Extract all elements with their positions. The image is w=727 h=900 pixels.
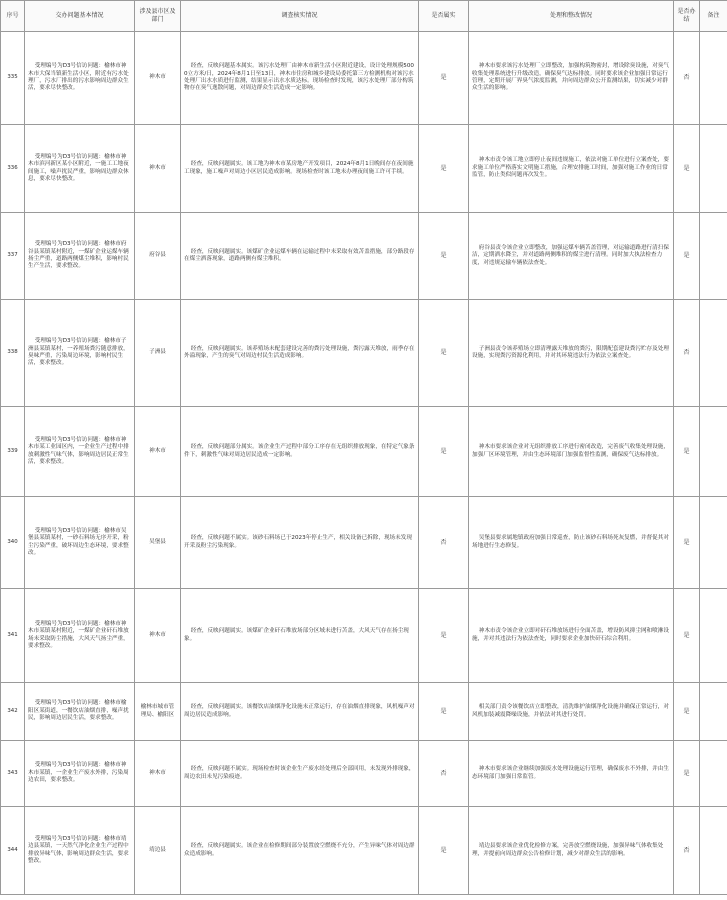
table-row — [1, 683, 727, 741]
row-department: 子洲县 — [135, 300, 181, 407]
row-petition: 受理编号为D3号信访问题：榆林市神木市滨河新区某小区附近，一施工工地夜间施工，噪声扰民严重，影响周边群众休息，要求尽快整改。 — [25, 125, 135, 213]
row-verified: 是 — [419, 125, 469, 213]
header-petition: 交办问题基本情况 — [25, 1, 135, 32]
table-row — [1, 300, 727, 407]
row-completed: 是 — [674, 683, 700, 741]
row-seq: 335 — [1, 32, 25, 125]
table-row — [1, 807, 727, 895]
row-handling: 神木市要求该污水处理厂立即整改，加强构筑物密封，增设除臭设施，对臭气收集处理系统进行升级改造，确保臭气达标排放。同时要求该企业加强日常运行管理，定期开展厂界臭气浓度监测，并向周边群众公开监测结果，切实减少对群众生活的影响。 — [469, 32, 674, 125]
row-completed: 否 — [674, 300, 700, 407]
table-row — [1, 497, 727, 589]
row-remark — [700, 407, 727, 497]
row-handling: 子洲县责令该养殖场立即清理露天堆放的粪污，限期配套建设粪污贮存及处理设施，实现粪污资源化利用，并对其环境违法行为依法立案查处。 — [469, 300, 674, 407]
row-verified: 否 — [419, 497, 469, 589]
row-department: 神木市 — [135, 407, 181, 497]
row-handling: 神木市责令该企业立即对矸石堆放场进行全面苫盖，增设防风抑尘网和喷淋设施，并对其违法行为依法查处，同时要求企业加快矸石综合利用。 — [469, 589, 674, 683]
row-investigation: 经查，反映问题属实。该工地为神木市某房地产开发项目，2024年8月1日晚间存在夜间施工现象，施工噪声对周边小区居民造成影响。现场检查时该工地未办理夜间施工许可手续。 — [181, 125, 419, 213]
row-remark — [700, 125, 727, 213]
row-handling: 神木市责令该工地立即停止夜间违规施工，依法对施工单位进行立案查处，要求施工单位严格落实文明施工措施，合理安排施工时间，加强对施工作业的日常监管，防止类似问题再次发生。 — [469, 125, 674, 213]
table-row — [1, 32, 727, 125]
row-petition: 受理编号为D3号信访问题：榆林市神木市大保当镇新生活小区，附近有污水处理厂，污水厂排出的污水影响周边群众生活，要求尽快整改。 — [25, 32, 135, 125]
header-completed: 是否办结 — [674, 1, 700, 32]
row-seq: 342 — [1, 683, 25, 741]
row-completed: 是 — [674, 213, 700, 300]
table-header-row — [1, 1, 727, 32]
row-department: 神木市 — [135, 741, 181, 807]
row-petition: 受理编号为D3号信访问题：榆林市子洲县某镇某村，一养殖场粪污随意排放，臭味严重，污染周边环境，影响村民生活，要求整改。 — [25, 300, 135, 407]
table-row — [1, 589, 727, 683]
header-remark: 备注 — [700, 1, 727, 32]
row-petition: 受理编号为D3号信访问题：榆林市神木市某镇，一企业生产废水外排，污染周边农田，要求整改。 — [25, 741, 135, 807]
row-verified: 否 — [419, 741, 469, 807]
row-seq: 338 — [1, 300, 25, 407]
table-row — [1, 741, 727, 807]
row-remark — [700, 741, 727, 807]
row-investigation: 经查，反映问题基本属实。该污水处理厂由神木市新生活小区附近建设，设计处理规模5000立方米/日，2024年8月1日至13日，神木市住房和城乡建设局委托第三方检测机构对该污水处理厂出水水质进行监测，结果显示出水水质达标。现场检查时发现，该污水处理厂部分构筑物存在臭气逸散问题，对周边群众生活造成一定影响。 — [181, 32, 419, 125]
row-petition: 受理编号为D3号信访问题：榆林市吴堡县某镇某村，一砂石料场无序开采，粉尘污染严重，破坏周边生态环境，要求整改。 — [25, 497, 135, 589]
header-verified: 是否属实 — [419, 1, 469, 32]
row-handling: 神木市要求该企业继续加强废水处理设施运行管理，确保废水不外排，并由生态环境部门加强日常监管。 — [469, 741, 674, 807]
row-seq: 341 — [1, 589, 25, 683]
row-remark — [700, 213, 727, 300]
row-completed: 是 — [674, 497, 700, 589]
row-completed: 是 — [674, 741, 700, 807]
row-investigation: 经查，反映问题属实。该餐饮店油烟净化设施未正常运行，存在油烟直排现象，风机噪声对周边居民造成影响。 — [181, 683, 419, 741]
row-completed: 是 — [674, 407, 700, 497]
row-petition: 受理编号为D3号信访问题：榆林市府谷县某镇某村附近，一煤矿企业运煤车辆扬尘严重，道路两侧煤尘堆积，影响村民生产生活，要求整改。 — [25, 213, 135, 300]
row-department: 吴堡县 — [135, 497, 181, 589]
row-verified: 是 — [419, 213, 469, 300]
row-department: 神木市 — [135, 589, 181, 683]
row-department: 神木市 — [135, 32, 181, 125]
row-verified: 是 — [419, 807, 469, 895]
row-remark — [700, 300, 727, 407]
row-remark — [700, 807, 727, 895]
row-handling: 吴堡县要求属地镇政府加强日常巡查，防止该砂石料场死灰复燃，并督促其对场地进行生态修复。 — [469, 497, 674, 589]
row-seq: 336 — [1, 125, 25, 213]
table-body — [1, 32, 727, 895]
row-completed: 否 — [674, 32, 700, 125]
header-seq: 序号 — [1, 1, 25, 32]
row-seq: 344 — [1, 807, 25, 895]
row-verified: 是 — [419, 300, 469, 407]
row-petition: 受理编号为D3号信访问题：榆林市神木市某工业园区内，一企业生产过程中排放刺激性气味气体，影响周边居民正常生活，要求整改。 — [25, 407, 135, 497]
header-department: 涉及县市区及部门 — [135, 1, 181, 32]
row-investigation: 经查，反映问题属实。该养殖场未配套建设完善的粪污处理设施，粪污露天堆放，雨季存在外溢现象，产生的臭气对周边村民生活造成影响。 — [181, 300, 419, 407]
row-verified: 是 — [419, 589, 469, 683]
header-investigation: 调查核实情况 — [181, 1, 419, 32]
row-completed: 是 — [674, 125, 700, 213]
row-petition: 受理编号为D3号信访问题：榆林市神木市某镇某村附近，一煤矿企业矸石堆放场未采取防尘措施，大风天气扬尘严重，要求整改。 — [25, 589, 135, 683]
row-seq: 340 — [1, 497, 25, 589]
row-seq: 337 — [1, 213, 25, 300]
row-seq: 343 — [1, 741, 25, 807]
row-remark — [700, 497, 727, 589]
row-investigation: 经查，反映问题部分属实。该企业生产过程中部分工序存在无组织排放现象，在特定气象条件下，刺激性气味对周边居民造成一定影响。 — [181, 407, 419, 497]
row-department: 府谷县 — [135, 213, 181, 300]
row-department: 神木市 — [135, 125, 181, 213]
table-row — [1, 213, 727, 300]
row-investigation: 经查，反映问题不属实。该砂石料场已于2023年停止生产，相关设备已拆除，现场未发现开采及粉尘污染现象。 — [181, 497, 419, 589]
row-investigation: 经查，反映问题属实。该煤矿企业运煤车辆在运输过程中未采取有效苫盖措施，部分路段存在煤尘洒落现象，道路两侧有煤尘堆积。 — [181, 213, 419, 300]
table-row — [1, 125, 727, 213]
row-petition: 受理编号为D3号信访问题：榆林市靖边县某镇，一天然气净化企业生产过程中排放异味气体，影响周边群众生活，要求整改。 — [25, 807, 135, 895]
row-remark — [700, 589, 727, 683]
row-department: 靖边县 — [135, 807, 181, 895]
row-handling: 神木市要求该企业对无组织排放工序进行密闭改造，完善废气收集处理设施，加强厂区环境管理，并由生态环境部门加强监督性监测，确保废气达标排放。 — [469, 407, 674, 497]
row-handling: 相关部门责令该餐饮店立即整改，清洗维护油烟净化设施并确保正常运行，对风机加装减震降噪设施，并依法对其进行处罚。 — [469, 683, 674, 741]
row-seq: 339 — [1, 407, 25, 497]
row-investigation: 经查，反映问题属实。该企业在检修期间部分装置放空燃烧不充分，产生异味气体对周边群众造成影响。 — [181, 807, 419, 895]
row-remark — [700, 32, 727, 125]
row-handling: 靖边县要求该企业优化检修方案，完善放空燃烧设施，加强异味气体收集处理，并提前向周边群众公告检修计划，减少对群众生活的影响。 — [469, 807, 674, 895]
row-investigation: 经查，反映问题属实。该煤矿企业矸石堆放场部分区域未进行苫盖，大风天气存在扬尘现象。 — [181, 589, 419, 683]
row-department: 榆林市城市管理局、榆阳区 — [135, 683, 181, 741]
row-verified: 是 — [419, 32, 469, 125]
row-verified: 是 — [419, 407, 469, 497]
row-verified: 是 — [419, 683, 469, 741]
row-petition: 受理编号为D3号信访问题：榆林市榆阳区某街道，一餐饮店油烟直排，噪声扰民，影响周边居民生活，要求整改。 — [25, 683, 135, 741]
header-handling: 处理和整改情况 — [469, 1, 674, 32]
row-completed: 是 — [674, 589, 700, 683]
row-completed: 否 — [674, 807, 700, 895]
table-row — [1, 407, 727, 497]
row-handling: 府谷县责令该企业立即整改，加强运煤车辆苫盖管理，对运输道路进行清扫保洁，定期洒水降尘，并对道路两侧堆积的煤尘进行清理。同时加大执法检查力度，对违规运输车辆依法查处。 — [469, 213, 674, 300]
row-remark — [700, 683, 727, 741]
row-investigation: 经查，反映问题不属实。现场检查时该企业生产废水经处理后全部回用，未发现外排现象，周边农田未见污染痕迹。 — [181, 741, 419, 807]
